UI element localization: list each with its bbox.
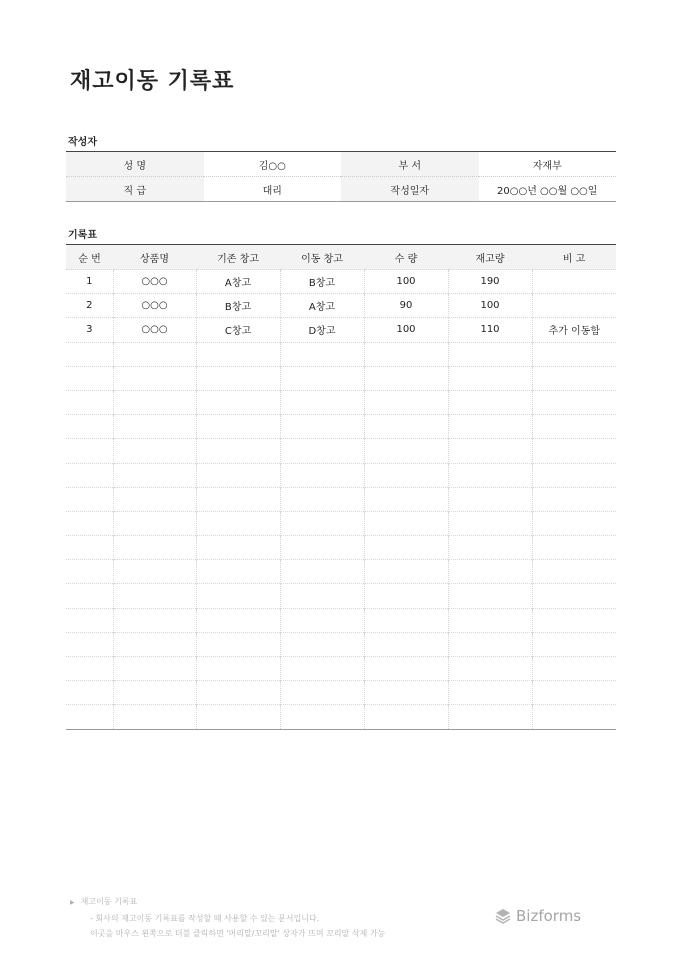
empty-cell[interactable] bbox=[66, 366, 113, 390]
empty-record-row bbox=[66, 608, 616, 632]
empty-cell[interactable] bbox=[448, 632, 532, 656]
header-quantity: 수 량 bbox=[364, 245, 448, 270]
empty-cell[interactable] bbox=[448, 705, 532, 729]
empty-cell[interactable] bbox=[364, 608, 448, 632]
empty-cell[interactable] bbox=[532, 511, 616, 535]
empty-cell[interactable] bbox=[532, 366, 616, 390]
empty-record-row bbox=[66, 584, 616, 608]
empty-cell[interactable] bbox=[364, 705, 448, 729]
empty-record-row bbox=[66, 415, 616, 439]
empty-record-row bbox=[66, 463, 616, 487]
cell-from[interactable]: A창고 bbox=[196, 270, 280, 294]
department-value[interactable]: 자재부 bbox=[532, 160, 562, 172]
empty-cell[interactable] bbox=[66, 390, 113, 414]
cell-from[interactable]: B창고 bbox=[196, 294, 280, 318]
empty-cell[interactable] bbox=[113, 632, 196, 656]
cell-quantity[interactable]: 100 bbox=[364, 318, 448, 342]
empty-record-row bbox=[66, 632, 616, 656]
empty-cell[interactable] bbox=[280, 608, 364, 632]
empty-cell[interactable] bbox=[448, 487, 532, 511]
author-row bbox=[66, 152, 616, 177]
cell-to[interactable]: D창고 bbox=[280, 318, 364, 342]
records-section-label: 기록표 bbox=[68, 230, 97, 241]
empty-cell[interactable] bbox=[364, 390, 448, 414]
empty-cell[interactable] bbox=[448, 608, 532, 632]
name-label: 성 명 bbox=[66, 152, 204, 177]
empty-cell[interactable] bbox=[532, 463, 616, 487]
empty-cell[interactable] bbox=[364, 632, 448, 656]
empty-cell[interactable] bbox=[196, 487, 280, 511]
empty-cell[interactable] bbox=[280, 487, 364, 511]
empty-cell[interactable] bbox=[196, 705, 280, 729]
empty-cell[interactable] bbox=[448, 463, 532, 487]
empty-cell[interactable] bbox=[280, 366, 364, 390]
empty-cell[interactable] bbox=[364, 487, 448, 511]
cell-from[interactable]: C창고 bbox=[196, 318, 280, 342]
records-header-row bbox=[66, 245, 616, 270]
empty-cell[interactable] bbox=[280, 439, 364, 463]
empty-cell[interactable] bbox=[448, 681, 532, 705]
cell-stock[interactable]: 110 bbox=[448, 318, 532, 342]
empty-cell[interactable] bbox=[532, 560, 616, 584]
empty-cell[interactable] bbox=[364, 415, 448, 439]
empty-cell[interactable] bbox=[196, 584, 280, 608]
records-table bbox=[66, 244, 616, 730]
empty-cell[interactable] bbox=[532, 681, 616, 705]
position-label: 직 급 bbox=[66, 177, 204, 202]
cell-note[interactable] bbox=[532, 294, 616, 318]
empty-cell[interactable] bbox=[364, 439, 448, 463]
empty-cell[interactable] bbox=[532, 632, 616, 656]
empty-cell[interactable] bbox=[113, 366, 196, 390]
empty-record-row bbox=[66, 511, 616, 535]
empty-cell[interactable] bbox=[364, 560, 448, 584]
empty-cell[interactable] bbox=[448, 511, 532, 535]
empty-cell[interactable] bbox=[113, 608, 196, 632]
page-title: 재고이동 기록표 bbox=[70, 69, 235, 94]
author-section-label: 작성자 bbox=[68, 137, 97, 148]
empty-cell[interactable] bbox=[113, 681, 196, 705]
empty-cell[interactable] bbox=[66, 536, 113, 560]
cell-stock[interactable]: 100 bbox=[448, 294, 532, 318]
header-product: 상품명 bbox=[113, 245, 196, 270]
empty-cell[interactable] bbox=[364, 681, 448, 705]
triangle-bullet-icon: ▶ bbox=[70, 899, 75, 906]
empty-cell[interactable] bbox=[196, 463, 280, 487]
empty-record-row bbox=[66, 681, 616, 705]
empty-record-row bbox=[66, 342, 616, 366]
empty-cell[interactable] bbox=[364, 584, 448, 608]
cell-note[interactable] bbox=[532, 270, 616, 294]
empty-cell[interactable] bbox=[196, 608, 280, 632]
empty-cell[interactable] bbox=[113, 463, 196, 487]
empty-cell[interactable] bbox=[66, 681, 113, 705]
empty-cell[interactable] bbox=[280, 342, 364, 366]
empty-cell[interactable] bbox=[66, 705, 113, 729]
empty-cell[interactable] bbox=[66, 657, 113, 681]
cell-product[interactable]: ○○○ bbox=[113, 294, 196, 318]
empty-cell[interactable] bbox=[448, 657, 532, 681]
cell-product[interactable]: ○○○ bbox=[113, 270, 196, 294]
record-row bbox=[66, 270, 616, 294]
empty-cell[interactable] bbox=[448, 560, 532, 584]
cell-quantity[interactable]: 100 bbox=[364, 270, 448, 294]
empty-cell[interactable] bbox=[113, 487, 196, 511]
empty-cell[interactable] bbox=[196, 390, 280, 414]
empty-cell[interactable] bbox=[66, 632, 113, 656]
empty-cell[interactable] bbox=[280, 536, 364, 560]
author-info-table bbox=[66, 151, 616, 202]
empty-cell[interactable] bbox=[364, 463, 448, 487]
empty-cell[interactable] bbox=[113, 415, 196, 439]
empty-cell[interactable] bbox=[532, 584, 616, 608]
empty-cell[interactable] bbox=[280, 463, 364, 487]
footer-title: ▶ 재고이동 기록표 bbox=[70, 897, 138, 906]
empty-cell[interactable] bbox=[280, 657, 364, 681]
record-row bbox=[66, 318, 616, 342]
empty-cell[interactable] bbox=[196, 439, 280, 463]
stacked-layers-icon bbox=[494, 907, 512, 925]
cell-to[interactable]: A창고 bbox=[280, 294, 364, 318]
empty-cell[interactable] bbox=[532, 415, 616, 439]
header-to-warehouse: 이동 창고 bbox=[280, 245, 364, 270]
empty-cell[interactable] bbox=[66, 463, 113, 487]
empty-cell[interactable] bbox=[364, 657, 448, 681]
date-label: 작성일자 bbox=[341, 177, 479, 202]
empty-cell[interactable] bbox=[448, 536, 532, 560]
empty-record-row bbox=[66, 705, 616, 729]
empty-cell[interactable] bbox=[532, 657, 616, 681]
empty-cell[interactable] bbox=[532, 390, 616, 414]
empty-cell[interactable] bbox=[113, 439, 196, 463]
empty-cell[interactable] bbox=[532, 608, 616, 632]
empty-cell[interactable] bbox=[280, 681, 364, 705]
empty-record-row bbox=[66, 560, 616, 584]
cell-note[interactable]: 추가 이동함 bbox=[532, 318, 616, 342]
cell-quantity[interactable]: 90 bbox=[364, 294, 448, 318]
empty-record-row bbox=[66, 487, 616, 511]
empty-cell[interactable] bbox=[196, 657, 280, 681]
empty-cell[interactable] bbox=[113, 390, 196, 414]
empty-cell[interactable] bbox=[280, 511, 364, 535]
logo-text: Bizforms bbox=[516, 907, 582, 925]
bizforms-logo bbox=[494, 907, 581, 925]
empty-cell[interactable] bbox=[113, 705, 196, 729]
empty-cell[interactable] bbox=[196, 681, 280, 705]
empty-cell[interactable] bbox=[113, 342, 196, 366]
empty-cell[interactable] bbox=[280, 584, 364, 608]
empty-cell[interactable] bbox=[113, 560, 196, 584]
empty-cell[interactable] bbox=[113, 511, 196, 535]
footer bbox=[70, 894, 385, 942]
empty-cell[interactable] bbox=[66, 342, 113, 366]
empty-cell[interactable] bbox=[448, 439, 532, 463]
empty-cell[interactable] bbox=[364, 366, 448, 390]
empty-cell[interactable] bbox=[448, 584, 532, 608]
empty-record-row bbox=[66, 366, 616, 390]
empty-cell[interactable] bbox=[364, 536, 448, 560]
department-label: 부 서 bbox=[341, 152, 479, 177]
empty-cell[interactable] bbox=[113, 657, 196, 681]
footer-instruction[interactable]: 이곳을 마우스 왼쪽으로 더블 클릭하면 '머리말/꼬리말' 상자가 뜨며 꼬리말 삭제 가능 bbox=[90, 929, 386, 938]
cell-stock[interactable]: 190 bbox=[448, 270, 532, 294]
empty-cell[interactable] bbox=[532, 536, 616, 560]
empty-record-row bbox=[66, 536, 616, 560]
empty-cell[interactable] bbox=[448, 342, 532, 366]
empty-cell[interactable] bbox=[532, 487, 616, 511]
header-no: 순 번 bbox=[66, 245, 113, 270]
empty-cell[interactable] bbox=[532, 439, 616, 463]
empty-cell[interactable] bbox=[448, 415, 532, 439]
empty-cell[interactable] bbox=[196, 342, 280, 366]
footer-description: - 회사의 재고이동 기록표를 작성할 때 사용할 수 있는 문서입니다. bbox=[90, 913, 320, 923]
records-body bbox=[66, 270, 616, 730]
empty-record-row bbox=[66, 390, 616, 414]
cell-no[interactable]: 2 bbox=[66, 294, 113, 318]
empty-cell[interactable] bbox=[196, 536, 280, 560]
date-value[interactable]: 20○○년 ○○월 ○○일 bbox=[479, 177, 617, 202]
empty-cell[interactable] bbox=[66, 439, 113, 463]
name-value[interactable]: 김○○ bbox=[258, 160, 286, 172]
cell-no[interactable]: 3 bbox=[66, 318, 113, 342]
empty-cell[interactable] bbox=[66, 487, 113, 511]
empty-cell[interactable] bbox=[532, 342, 616, 366]
empty-cell[interactable] bbox=[196, 632, 280, 656]
empty-record-row bbox=[66, 657, 616, 681]
header-from-warehouse: 기존 창고 bbox=[196, 245, 280, 270]
record-row bbox=[66, 294, 616, 318]
empty-cell[interactable] bbox=[196, 415, 280, 439]
cell-no[interactable]: 1 bbox=[66, 270, 113, 294]
position-value[interactable]: 대리 bbox=[204, 177, 342, 202]
empty-cell[interactable] bbox=[196, 560, 280, 584]
empty-record-row bbox=[66, 439, 616, 463]
empty-cell[interactable] bbox=[448, 366, 532, 390]
empty-cell[interactable] bbox=[364, 511, 448, 535]
author-row bbox=[66, 177, 616, 202]
header-stock: 재고량 bbox=[448, 245, 532, 270]
empty-cell[interactable] bbox=[196, 366, 280, 390]
empty-cell[interactable] bbox=[66, 584, 113, 608]
empty-cell[interactable] bbox=[66, 608, 113, 632]
cell-to[interactable]: B창고 bbox=[280, 270, 364, 294]
empty-cell[interactable] bbox=[448, 390, 532, 414]
empty-cell[interactable] bbox=[280, 415, 364, 439]
empty-cell[interactable] bbox=[66, 560, 113, 584]
empty-cell[interactable] bbox=[66, 511, 113, 535]
empty-cell[interactable] bbox=[66, 415, 113, 439]
empty-cell[interactable] bbox=[113, 536, 196, 560]
header-note: 비 고 bbox=[532, 245, 616, 270]
cell-product[interactable]: ○○○ bbox=[113, 318, 196, 342]
empty-cell[interactable] bbox=[280, 705, 364, 729]
empty-cell[interactable] bbox=[532, 705, 616, 729]
empty-cell[interactable] bbox=[280, 560, 364, 584]
empty-cell[interactable] bbox=[196, 511, 280, 535]
empty-cell[interactable] bbox=[364, 342, 448, 366]
empty-cell[interactable] bbox=[280, 632, 364, 656]
empty-cell[interactable] bbox=[113, 584, 196, 608]
empty-cell[interactable] bbox=[280, 390, 364, 414]
